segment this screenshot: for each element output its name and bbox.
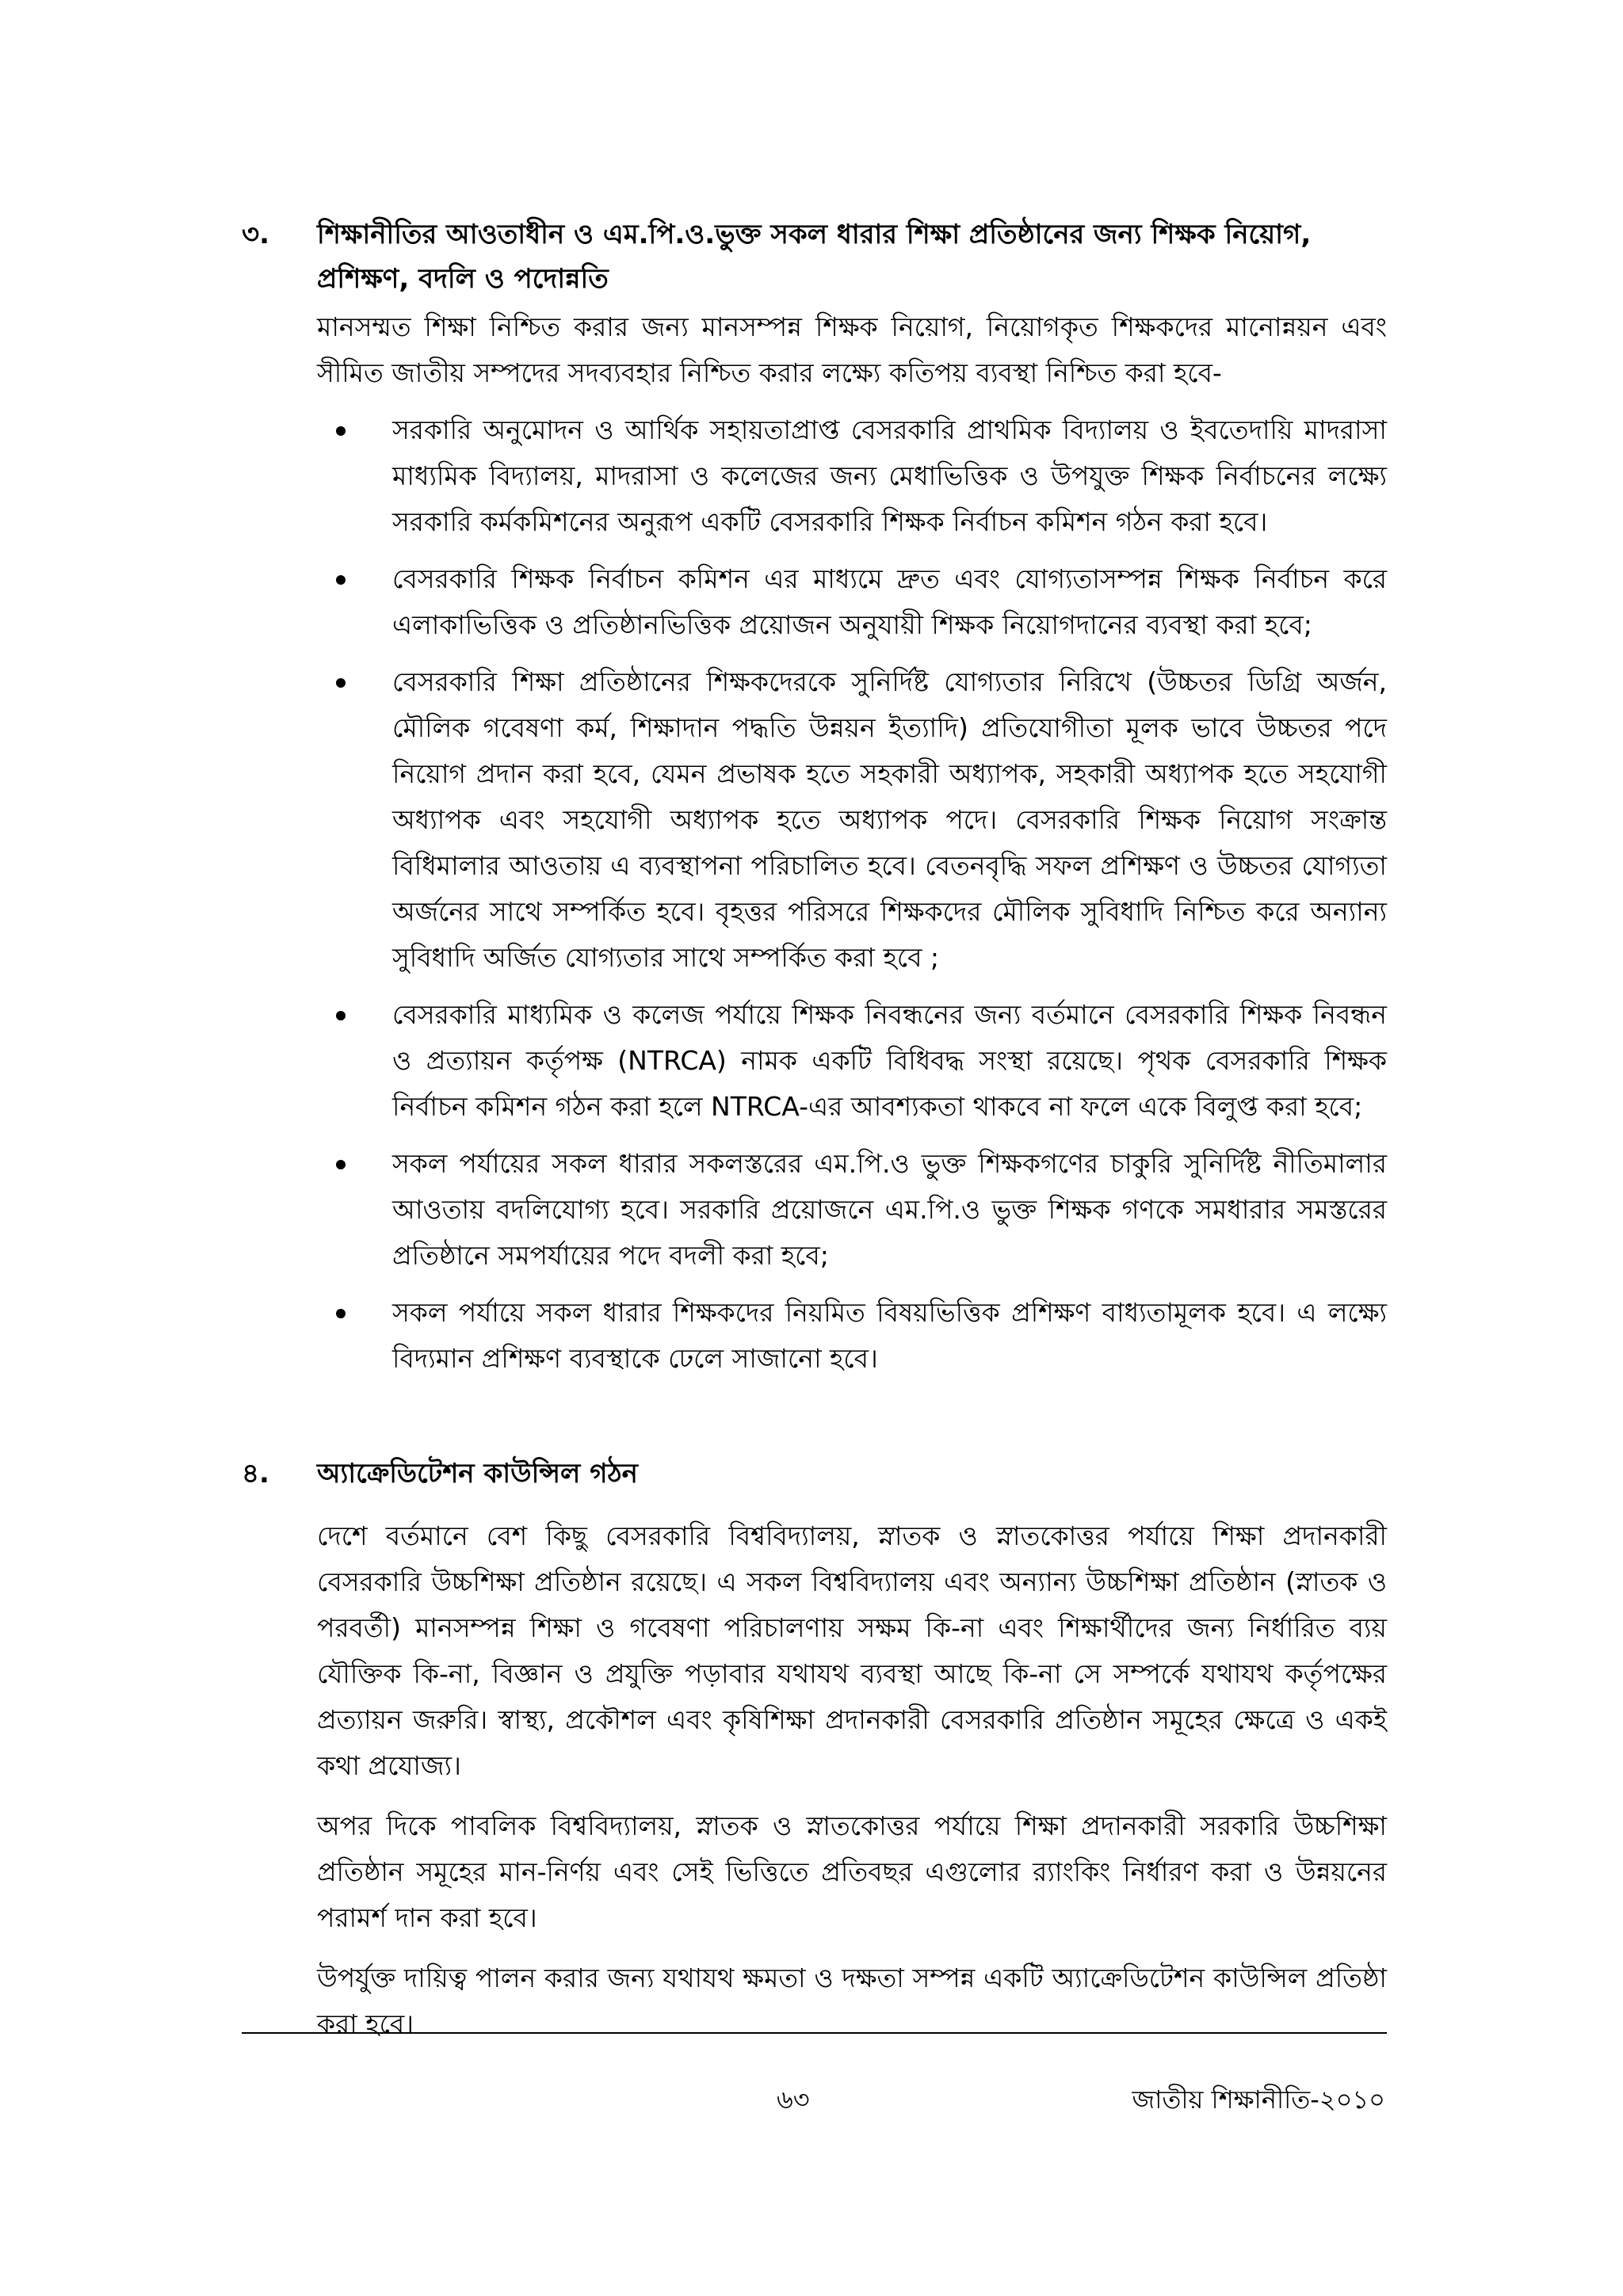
bullet-icon <box>336 1309 346 1318</box>
intro-paragraph: মানসম্মত শিক্ষা নিশ্চিত করার জন্য মানসম্পন্ন শিক্ষক নিয়োগ, নিয়োগকৃত শিক্ষকদের মানোন্নয়ন এবং সীমিত জাতীয় সম্পদের সদব্যবহার নিশ্চিত করার লক্ষ্যে কতিপয় ব্যবস্থা নিশ্চিত করা হবে- <box>317 311 1387 388</box>
bullet-icon <box>336 1160 346 1169</box>
bullet-text: সকল পর্যায়ে সকল ধারার শিক্ষকদের নিয়মিত বিষয়ভিত্তিক প্রশিক্ষণ বাধ্যতামূলক হবে। এ লক্ষ্যে বিদ্যমান প্রশিক্ষণ ব্যবস্থাকে ঢেলে সাজানো হবে। <box>392 1297 1387 1374</box>
bullet-icon <box>336 678 346 688</box>
section-body <box>317 1451 1387 2047</box>
list-item <box>317 659 1387 981</box>
document-title: জাতীয় শিক্ষানীতি-২০১০ <box>1132 2084 1385 2115</box>
body-paragraph: দেশে বর্তমানে বেশ কিছু বেসরকারি বিশ্ববিদ্যালয়, স্নাতক ও স্নাতকোত্তর পর্যায়ে শিক্ষা প্রদানকারী বেসরকারি উচ্চশিক্ষা প্রতিষ্ঠান রয়েছে। এ সকল বিশ্ববিদ্যালয় এবং অন্যান্য উচ্চশিক্ষা প্রতিষ্ঠান (স্নাতক ও পরবর্তী) মানসম্পন্ন শিক্ষা ও গবেষণা পরিচালণায় সক্ষম কি-না এবং শিক্ষার্থীদের জন্য নির্ধারিত ব্যয় যৌক্তিক কি-না, বিজ্ঞান ও প্রযুক্তি পড়াবার যথাযথ ব্যবস্থা আছে কি-না সে সম্পর্কে যথাযথ কর্তৃপক্ষের প্রত্যায়ন জরুরি। স্বাস্থ্য, প্রকৌশল এবং কৃষিশিক্ষা প্রদানকারী বেসরকারি প্রতিষ্ঠান সমূহের ক্ষেত্রে ও একই কথা প্রযোজ্য। <box>317 1520 1387 1781</box>
bullet-text: বেসরকারি শিক্ষক নির্বাচন কমিশন এর মাধ্যমে দ্রুত এবং যোগ্যতাসম্পন্ন শিক্ষক নির্বাচন করে এলাকাভিত্তিক ও প্রতিষ্ঠানভিত্তিক প্রয়োজন অনুযায়ী শিক্ষক নিয়োগদানের ব্যবস্থা করা হবে; <box>392 563 1387 640</box>
bullet-text: বেসরকারি শিক্ষা প্রতিষ্ঠানের শিক্ষকদেরকে সুনির্দিষ্ট যোগ্যতার নিরিখে (উচ্চতর ডিগ্রি অর্জন, মৌলিক গবেষণা কর্ম, শিক্ষাদান পদ্ধতি উন্নয়ন ইত্যাদি) প্রতিযোগীতা মূলক ভাবে উচ্চতর পদে নিয়োগ প্রদান করা হবে, যেমন প্রভাষক হতে সহকারী অধ্যাপক, সহকারী অধ্যাপক হতে সহযোগী অধ্যাপক এবং সহযোগী অধ্যাপক হতে অধ্যাপক পদে। বেসরকারি শিক্ষক নিয়োগ সংক্রান্ত বিধিমালার আওতায় এ ব্যবস্থাপনা পরিচালিত হবে। বেতনবৃদ্ধি সফল প্রশিক্ষণ ও উচ্চতর যোগ্যতা অর্জনের সাথে সম্পর্কিত হবে। বৃহত্তর পরিসরে শিক্ষকদের মৌলিক সুবিধাদি নিশ্চিত করে অন্যান্য সুবিধাদি অর্জিত যোগ্যতার সাথে সম্পর্কিত করা হবে ; <box>392 666 1387 973</box>
page-number: ৬৩ <box>777 2084 810 2115</box>
section-number: ৩. <box>242 219 270 250</box>
list-item <box>317 1290 1387 1382</box>
bullet-text: বেসরকারি মাধ্যমিক ও কলেজ পর্যায়ে শিক্ষক নিবন্ধনের জন্য বর্তমানে বেসরকারি শিক্ষক নিবন্ধন ও প্রত্যায়ন কর্তৃপক্ষ (NTRCA) নামক একটি বিধিবদ্ধ সংস্থা রয়েছে। পৃথক বেসরকারি শিক্ষক নির্বাচন কমিশন গঠন করা হলে NTRCA-এর আবশ্যকতা থাকবে না ফলে একে বিলুপ্ত করা হবে; <box>392 999 1387 1122</box>
list-item <box>317 407 1387 545</box>
bullet-text: সরকারি অনুমোদন ও আর্থিক সহায়তাপ্রাপ্ত বেসরকারি প্রাথমিক বিদ্যালয় ও ইবতেদায়ি মাদরাসা মাধ্যমিক বিদ্যালয়, মাদরাসা ও কলেজের জন্য মেধাভিত্তিক ও উপযুক্ত শিক্ষক নির্বাচনের লক্ষ্যে সরকারি কর্মকমিশনের অনুরূপ একটি বেসরকারি শিক্ষক নির্বাচন কমিশন গঠন করা হবে। <box>392 414 1387 537</box>
section-body <box>317 212 1387 1382</box>
list-item <box>317 556 1387 648</box>
body-paragraph: অপর দিকে পাবলিক বিশ্ববিদ্যালয়, স্নাতক ও স্নাতকোত্তর পর্যায়ে শিক্ষা প্রদানকারী সরকারি উচ্চশিক্ষা প্রতিষ্ঠান সমূহের মান-নির্ণয় এবং সেই ভিত্তিতে প্রতিবছর এগুলোর র‌্যাংকিং নির্ধারণ করা ও উন্নয়নের পরামর্শ দান করা হবে। <box>317 1810 1387 1933</box>
section-title: অ্যাক্রেডিটেশন কাউন্সিল গঠন <box>317 1458 638 1489</box>
list-item <box>317 1141 1387 1279</box>
bullet-list <box>317 407 1387 1382</box>
list-item <box>317 992 1387 1130</box>
section-title: শিক্ষানীতির আওতাধীন ও এম.পি.ও.ভুক্ত সকল ধারার শিক্ষা প্রতিষ্ঠানের জন্য শিক্ষক নিয়োগ, প্রশিক্ষণ, বদলি ও পদোন্নতি <box>317 219 1312 295</box>
bullet-icon <box>336 575 346 585</box>
footer-divider <box>242 2032 1387 2034</box>
section-paragraphs <box>317 1513 1387 2047</box>
bullet-text: সকল পর্যায়ের সকল ধারার সকলস্তরের এম.পি.ও ভুক্ত শিক্ষকগণের চাকুরি সুনির্দিষ্ট নীতিমালার আওতায় বদলিযোগ্য হবে। সরকারি প্রয়োজনে এম.পি.ও ভুক্ত শিক্ষক গণকে সমধারার সমস্তরের প্রতিষ্ঠানে সমপর্যায়ের পদে বদলী করা হবে; <box>392 1148 1387 1271</box>
body-paragraph: উপর্যুক্ত দায়িত্ব পালন করার জন্য যথাযথ ক্ষমতা ও দক্ষতা সম্পন্ন একটি অ্যাক্রেডিটেশন কাউন্সিল প্রতিষ্ঠা করা হবে। <box>317 1962 1387 2039</box>
bullet-icon <box>336 426 346 436</box>
bullet-icon <box>336 1011 346 1020</box>
section-number: ৪. <box>242 1458 269 1489</box>
